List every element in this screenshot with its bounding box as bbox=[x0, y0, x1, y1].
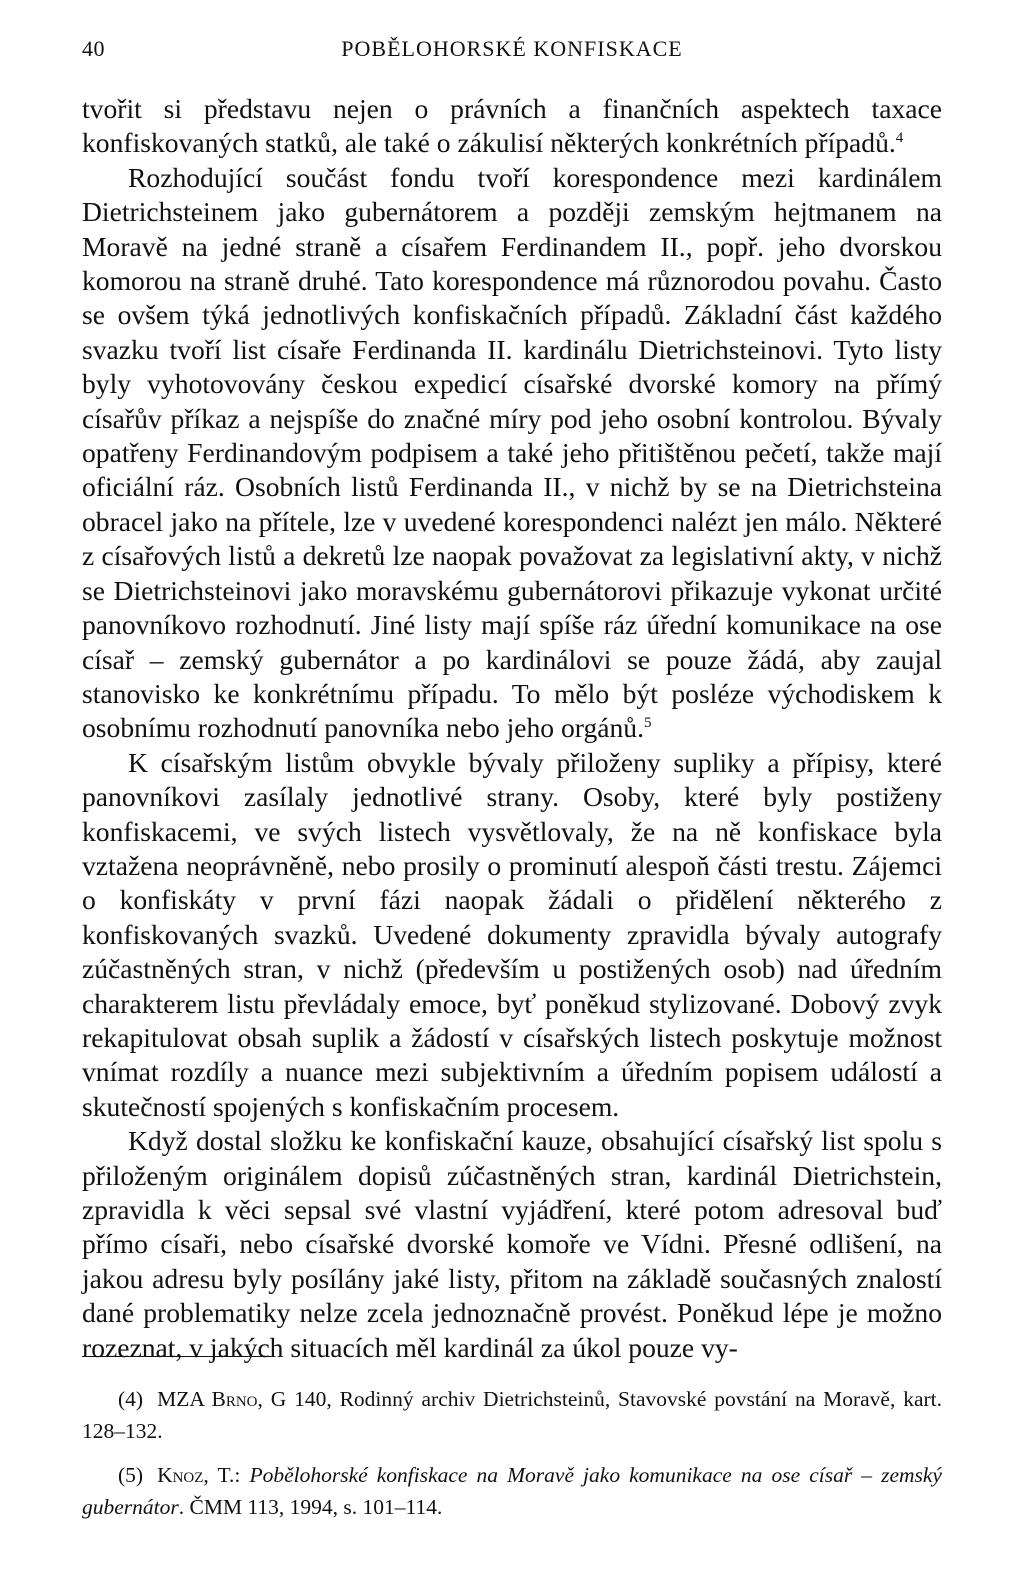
paragraph-4-text: Když dostal složku ke konfiskační kauze, obsahující císařský list spolu s přiloženým originálem dopisů zúčastněných stran, kardinál Dietrichstein, zpravidla k věci sepsal své vlastní vyjádření, které potom adresoval buď přímo císaři, nebo císařské dvorské komoře ve Vídni. Přesné odlišení, na jakou adresu byly posílány jaké listy, přitom na základě současných znalostí dané problematiky nelze zcela jednoznačně provést. Poněkud lépe je možno rozeznat, v jakých situacích měl kardinál za úkol pouze vy- bbox=[82, 1125, 942, 1363]
footnote-ref-5[interactable]: 5 bbox=[644, 715, 652, 732]
footnotes bbox=[82, 1383, 942, 1535]
footnote-ref-4[interactable]: 4 bbox=[895, 130, 904, 147]
paragraph-4 bbox=[82, 1124, 942, 1365]
footnote-source: MZA Brno bbox=[157, 1387, 258, 1411]
footnote-number: (4) bbox=[118, 1387, 144, 1411]
footnote-text: , G 140, Rodinný archiv Dietrichsteinů, Stavovské povstání na Moravě, kart. 128–132. bbox=[82, 1387, 942, 1443]
running-head: POBĚLOHORSKÉ KONFISKACE bbox=[341, 36, 683, 61]
page-number: 40 bbox=[82, 36, 105, 61]
footnote-separator bbox=[82, 1356, 274, 1357]
footnote-title: Pobělohorské konfiskace na Moravě jako komunikace na ose císař – zemský gubernátor bbox=[82, 1463, 942, 1519]
footnote-separator-text: : bbox=[234, 1463, 250, 1487]
footnote-author: Knoz, T. bbox=[157, 1463, 235, 1487]
paragraph-3 bbox=[82, 746, 942, 1124]
footnote-text: . ČMM 113, 1994, s. 101–114. bbox=[178, 1495, 443, 1519]
paragraph-2 bbox=[82, 161, 942, 746]
footnote-number: (5) bbox=[118, 1463, 144, 1487]
footnote-4 bbox=[82, 1383, 942, 1447]
paragraph-1-text: tvořit si představu nejen o právních a finančních aspektech taxace konfiskovaných statků, ale také o zákulisí některých konkrétních případů. bbox=[82, 93, 942, 159]
paragraph-1 bbox=[82, 92, 942, 161]
footnote-5 bbox=[82, 1459, 942, 1523]
paragraph-3-text: K císařským listům obvykle bývaly přiloženy supliky a přípisy, které panovníkovi zasílaly jednotlivé strany. Osoby, které byly postiženy konfiskacemi, ve svých listech vysvětlovaly, že na ně konfiskace byla vztažena neoprávněně, nebo prosily o prominutí alespoň části trestu. Zájemci o konfiskáty v první fázi naopak žádali o přidělení některého z konfiskovaných svazků. Uvedené dokumenty zpravidla bývaly autografy zúčastněných stran, v nichž (především u postižených osob) nad úředním charakterem listu převládaly emoce, byť poněkud stylizované. Dobový zvyk rekapitulovat obsah suplik a žádostí v císařských listech poskytuje možnost vnímat rozdíly a nuance mezi subjektivním a úředním popisem událostí a skutečností spojených s konfiskačním procesem. bbox=[82, 746, 942, 1122]
paragraph-2-text: Rozhodující součást fondu tvoří korespondence mezi kardinálem Dietrichsteinem jako gubernátorem a později zemským hejtmanem na Moravě na jedné straně a císařem Ferdinandem II., popř. jeho dvorskou komorou na straně druhé. Tato korespondence má různorodou povahu. Často se ovšem týká jednotlivých konfiskačních případů. Základní část každého svazku tvoří list císaře Ferdinanda II. kardinálu Dietrichsteinovi. Tyto listy byly vyhotovovány českou expedicí císařské dvorské komory na přímý císařův příkaz a nejspíše do značné míry pod jeho osobní kontrolou. Bývaly opatřeny Ferdinandovým podpisem a také jeho přitištěnou pečetí, takže mají oficiální ráz. Osobních listů Ferdinanda II., v nichž by se na Dietrichsteina obracel jako na přítele, lze v uvedené korespondenci nalézt jen málo. Některé z císařových listů a dekretů lze naopak považovat za legislativní akty, v nichž se Dietrichsteinovi jako moravskému gubernátorovi přikazuje vykonat určité panovníkovo rozhodnutí. Jiné listy mají spíše ráz úřední komunikace na ose císař – zemský gubernátor a po kardinálovi se pouze žádá, aby zaujal stanovisko ke konkrétnímu případu. To mělo být posléze východiskem k osobnímu rozhodnutí panovníka nebo jeho orgánů. bbox=[82, 161, 942, 744]
body-text bbox=[82, 92, 942, 1365]
page-header bbox=[82, 34, 942, 68]
